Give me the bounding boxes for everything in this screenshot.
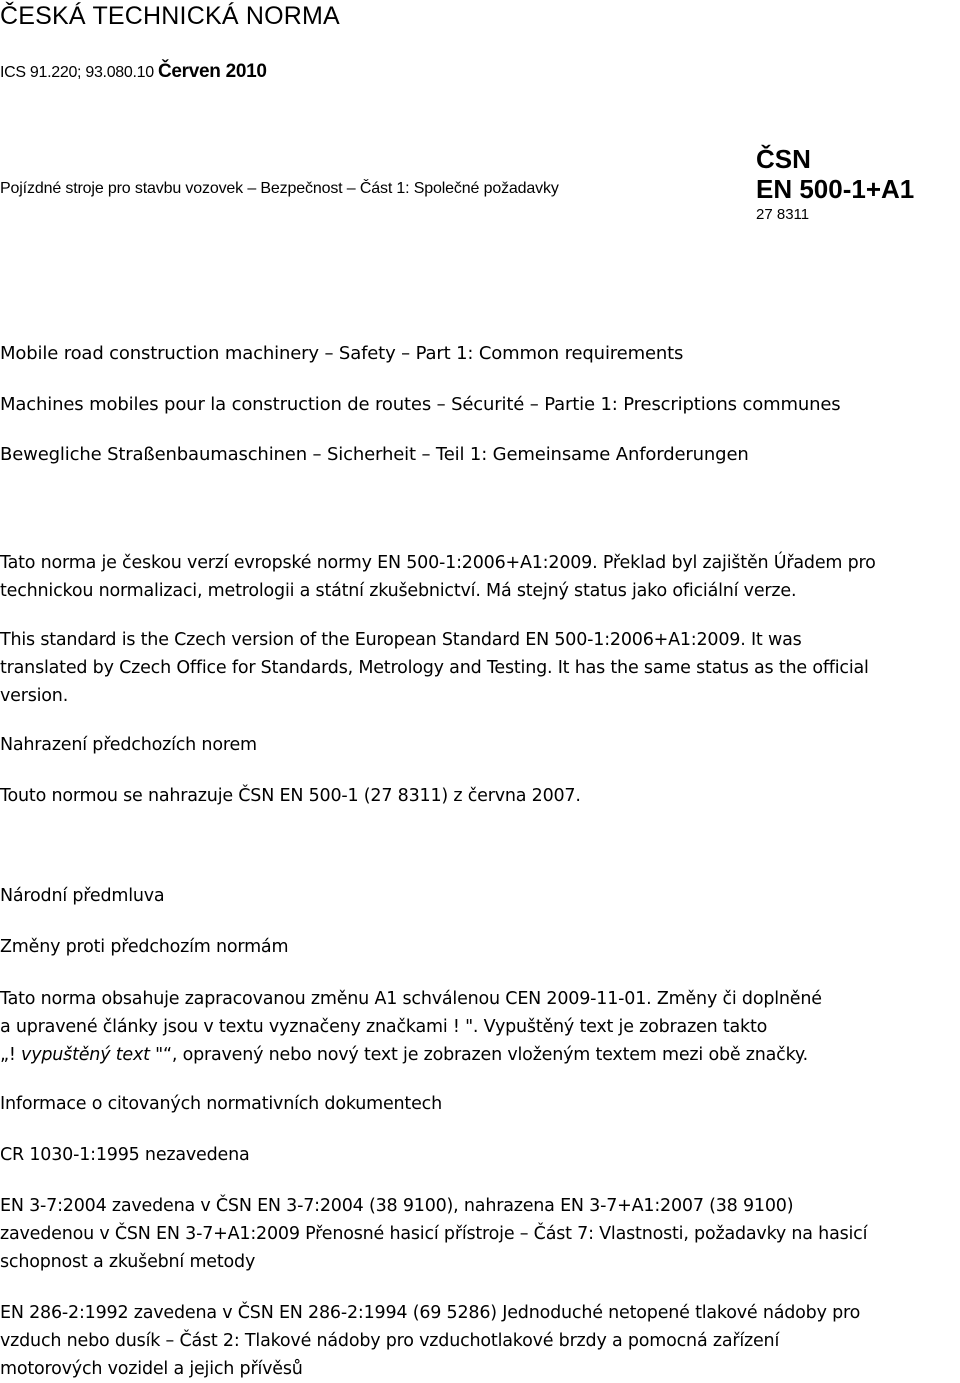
csn-label: ČSN bbox=[756, 144, 811, 174]
french-title: Machines mobiles pour la construction de routes – Sécurité – Partie 1: Prescriptions communes bbox=[0, 394, 841, 415]
paragraph-line: zavedenou v ČSN EN 3-7+A1:2009 Přenosné hasicí přístroje – Část 7: Vlastnosti, požadavky na hasicí bbox=[0, 1224, 868, 1244]
czech-title: Pojízdné stroje pro stavbu vozovek – Bezpečnost – Část 1: Společné požadavky bbox=[0, 180, 559, 197]
paragraph-line: translated by Czech Office for Standards, Metrology and Testing. It has the same status as the official bbox=[0, 658, 869, 678]
replacement-text: Touto normou se nahrazuje ČSN EN 500-1 (27 8311) z června 2007. bbox=[0, 786, 581, 806]
paragraph-line: version. bbox=[0, 686, 69, 706]
czech-status-paragraph bbox=[0, 549, 960, 605]
ics-code: ICS 91.220; 93.080.10 bbox=[0, 64, 154, 81]
cited-docs-heading: Informace o citovaných normativních dokumentech bbox=[0, 1094, 442, 1114]
marker-prefix: „! bbox=[0, 1045, 22, 1065]
issue-date: Červen 2010 bbox=[157, 61, 267, 82]
class-number: 27 8311 bbox=[756, 206, 810, 223]
paragraph-line: vzduch nebo dusík – Část 2: Tlakové nádoby pro vzduchotlakové brzdy a pomocná zařízení bbox=[0, 1331, 780, 1351]
standard-number: EN 500-1+A1 bbox=[756, 174, 915, 204]
paragraph-line: Tato norma obsahuje zapracovanou změnu A1 schválenou CEN 2009-11-01. Změny či doplněné bbox=[0, 989, 822, 1009]
paragraph-line: technickou normalizaci, metrologii a státní zkušebnictví. Má stejný status jako oficiální verze. bbox=[0, 581, 797, 601]
marker-suffix: "“, opravený nebo nový text je zobrazen vloženým textem mezi obě značky. bbox=[149, 1045, 808, 1065]
deleted-text-sample: vypuštěný text bbox=[21, 1045, 150, 1065]
changes-heading: Změny proti předchozím normám bbox=[0, 937, 289, 957]
paragraph-line: schopnost a zkušební metody bbox=[0, 1252, 256, 1272]
ics-date-line bbox=[0, 61, 267, 83]
cited-cr: CR 1030-1:1995 nezavedena bbox=[0, 1145, 250, 1165]
english-status-paragraph bbox=[0, 626, 960, 710]
paragraph-line bbox=[0, 1041, 960, 1069]
changes-paragraph bbox=[0, 985, 960, 1069]
norm-title: ČESKÁ TECHNICKÁ NORMA bbox=[0, 2, 340, 30]
paragraph-line: EN 3-7:2004 zavedena v ČSN EN 3-7:2004 (38 9100), nahrazena EN 3-7+A1:2007 (38 9100) bbox=[0, 1196, 794, 1216]
cited-en3-paragraph bbox=[0, 1192, 960, 1276]
german-title: Bewegliche Straßenbaumaschinen – Sicherheit – Teil 1: Gemeinsame Anforderungen bbox=[0, 444, 749, 465]
english-title: Mobile road construction machinery – Safety – Part 1: Common requirements bbox=[0, 343, 684, 364]
paragraph-line: a upravené články jsou v textu vyznačeny značkami ! ". Vypuštěný text je zobrazen takto bbox=[0, 1017, 768, 1037]
replacement-heading: Nahrazení předchozích norem bbox=[0, 735, 257, 755]
national-foreword-heading: Národní předmluva bbox=[0, 886, 165, 906]
paragraph-line: Tato norma je českou verzí evropské normy EN 500-1:2006+A1:2009. Překlad byl zajištěn Úřadem pro bbox=[0, 553, 876, 573]
paragraph-line: motorových vozidel a jejich přívěsů bbox=[0, 1359, 303, 1379]
paragraph-line: This standard is the Czech version of the European Standard EN 500-1:2006+A1:2009. It was bbox=[0, 630, 802, 650]
cited-en286-paragraph bbox=[0, 1299, 960, 1383]
paragraph-line: EN 286-2:1992 zavedena v ČSN EN 286-2:1994 (69 5286) Jednoduché netopené tlakové nádoby pro bbox=[0, 1303, 861, 1323]
